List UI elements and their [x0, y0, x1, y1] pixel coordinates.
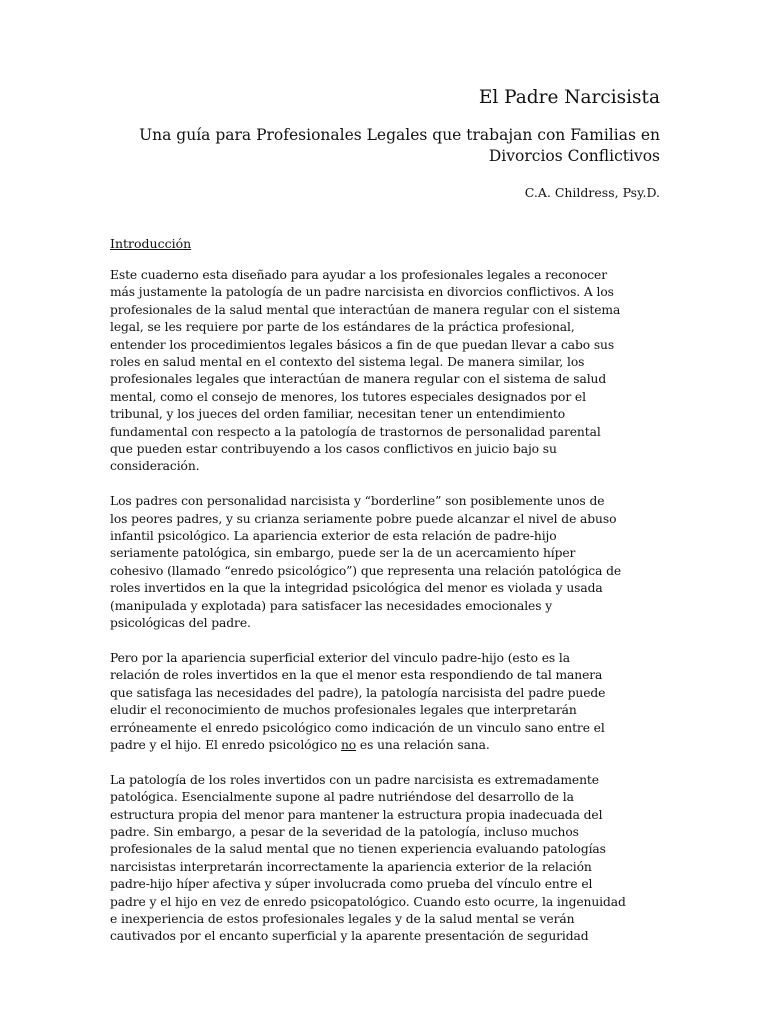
text-line: Este cuaderno esta diseñado para ayudar a los profesionales legales a reconocer: [110, 268, 608, 282]
text-line: que pueden estar contribuyendo a los casos conflictivos en juicio bajo su: [110, 442, 557, 457]
paragraph-1: [110, 267, 660, 476]
text-line: (manipulada y explotada) para satisfacer las necesidades emocionales y: [110, 598, 553, 613]
text-line: cohesivo (llamado “enredo psicológico”) que representa una relación patológica de: [110, 563, 622, 578]
paragraph-2: [110, 493, 660, 632]
document-subtitle: [120, 125, 660, 167]
text-line: seriamente patológica, sin embargo, puede ser la de un acercamiento híper: [110, 546, 576, 561]
text-line: erróneamente el enredo psicológico como indicación de un vinculo sano entre el: [110, 720, 605, 735]
text-line: padre. Sin embargo, a pesar de la severidad de la patología, incluso muchos: [110, 824, 579, 839]
text-line: estructura propia del menor para mantener la estructura propia inadecuada del: [110, 807, 603, 822]
text-line: fundamental con respecto a la patología de trastornos de personalidad parental: [110, 424, 601, 439]
text-line: tribunal, y los jueces del orden familiar, necesitan tener un entendimiento: [110, 407, 566, 422]
text-line: infantil psicológico. La apariencia exterior de esta relación de padre-hijo: [110, 529, 557, 544]
underlined-emphasis: no: [340, 737, 357, 752]
text-line: psicológicas del padre.: [110, 616, 251, 631]
text-line: más justamente la patología de un padre narcisista en divorcios conflictivos. A los: [110, 285, 614, 300]
text-line: narcisistas interpretarán incorrectamente la apariencia exterior de la relación: [110, 859, 592, 874]
text-line: [110, 737, 660, 754]
text-fragment: es una relación sana.: [356, 737, 490, 752]
text-line: roles invertidos en la que la integridad psicológica del menor es violada y usada: [110, 581, 603, 596]
document-body: [110, 267, 660, 963]
text-line: eludir el reconocimiento de muchos profesionales legales que interpretarán: [110, 703, 577, 718]
text-line: entender los procedimientos legales básicos a fin de que puedan llevar a cabo sus: [110, 337, 615, 352]
text-line: profesionales legales que interactúan de manera regular con el sistema de salud: [110, 372, 607, 387]
text-line: legal, se les requiere por parte de los estándares de la práctica profesional,: [110, 320, 575, 335]
section-heading: Introducción: [110, 236, 192, 251]
text-line: consideración.: [110, 459, 200, 474]
paragraph-3: [110, 650, 660, 754]
subtitle-line: Una guía para Profesionales Legales que trabajan con Familias en: [139, 126, 660, 144]
paragraph-4: [110, 772, 660, 946]
document-page: [110, 0, 660, 1024]
text-line: que satisfaga las necesidades del padre), la patología narcisista del padre puede: [110, 685, 606, 700]
text-line: profesionales de la salud mental que no tienen experiencia evaluando patologías: [110, 842, 606, 857]
text-fragment: padre y el hijo. El enredo psicológico: [110, 737, 341, 752]
text-line: Pero por la apariencia superficial exterior del vinculo padre-hijo (esto es la: [110, 650, 570, 665]
document-title: El Padre Narcisista: [478, 87, 660, 108]
text-line: relación de roles invertidos en la que el menor esta respondiendo de tal manera: [110, 668, 603, 683]
text-line: roles en salud mental en el contexto del sistema legal. De manera similar, los: [110, 355, 585, 370]
text-line: Los padres con personalidad narcisista y “borderline” son posiblemente unos de: [110, 494, 605, 509]
document-author: C.A. Childress, Psy.D.: [524, 185, 660, 200]
text-line: profesionales de la salud mental que interactúan de manera regular con el sistema: [110, 302, 621, 317]
text-line: padre y el hijo en vez de enredo psicopatológico. Cuando esto ocurre, la ingenuidad: [110, 894, 626, 909]
text-line: mental, como el consejo de menores, los tutores especiales designados por el: [110, 389, 586, 404]
text-line: cautivados por el encanto superficial y la aparente presentación de seguridad: [110, 929, 589, 944]
text-line: los peores padres, y su crianza seriamente pobre puede alcanzar el nivel de abuso: [110, 511, 617, 526]
text-line: e inexperiencia de estos profesionales legales y de la salud mental se verán: [110, 911, 575, 926]
subtitle-line: Divorcios Conflictivos: [488, 147, 660, 165]
text-line: padre-hijo híper afectiva y súper involucrada como prueba del vínculo entre el: [110, 877, 593, 892]
text-line: La patología de los roles invertidos con un padre narcisista es extremadamente: [110, 772, 599, 787]
text-line: patológica. Esencialmente supone al padre nutriéndose del desarrollo de la: [110, 790, 574, 805]
